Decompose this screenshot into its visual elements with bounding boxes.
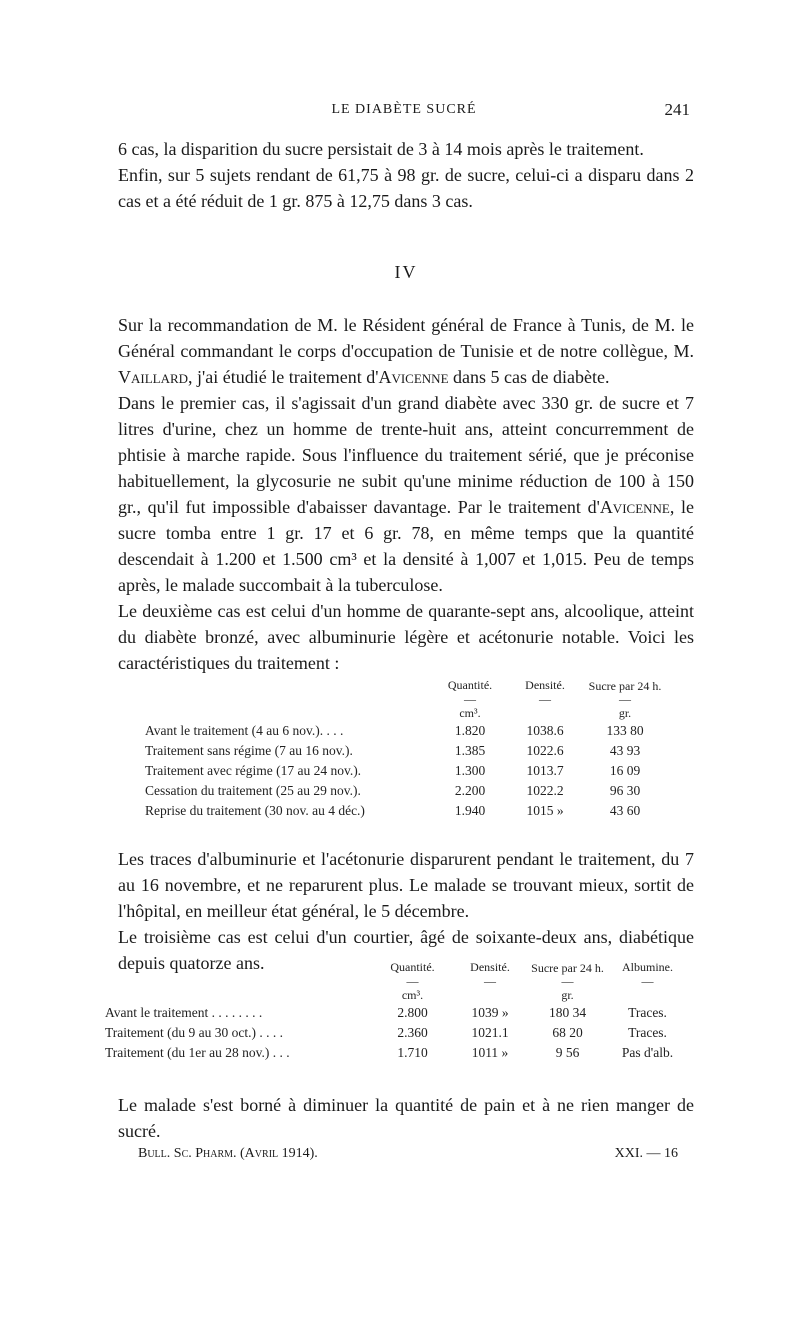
table-row [145,801,665,821]
name-avicenne: Avicenne [378,367,449,387]
cell-densite: 1013.7 [526,763,564,778]
cell-quantite: 1.940 [454,803,486,818]
table-case-2 [145,678,665,821]
table1-dash: — [539,692,551,706]
cell-quantite: 1.385 [454,743,486,758]
table2-header-quantite: Quantité. [390,960,435,974]
page-footer [138,1146,678,1168]
table2-dash: — [484,974,496,988]
body-text-bottom [118,1092,694,1144]
paragraph-3-part-a: Sur la recommandation de M. le Résident général de France à Tunis, de M. le Général commandant le corps d'occupation de Tunisie et de notre collègue, M. [118,315,694,361]
body-text-middle [118,312,694,676]
cell-densite: 1015 » [526,803,564,818]
row-label: Traitement avec régime (17 au 24 nov.). [145,763,362,778]
row-label: Avant le traitement . . . . . . . . [105,1005,263,1020]
cell-sucre: 16 09 [609,763,641,778]
table-row [145,761,665,781]
paragraph-5: Le deuxième cas est celui d'un homme de quarante-sept ans, alcoolique, atteint du diabète bronzé, avec albuminurie légère et acétonurie notable. Voici les caractéristiques du traitement : [118,601,694,673]
cell-quantite: 1.820 [454,723,486,738]
paragraph-4-part-a: Dans le premier cas, il s'agissait d'un grand diabète avec 330 gr. de sucre et 7 litres d'urine, chez un homme de trente-huit ans, atteint concurremment de phtisie à marche rapide. Sous l'influence du traitement sérié, que je préconise habituellement, la glycosurie ne subit qu'une minime réduction de 100 à 150 gr., qu'il fut impossible d'abaisser davantage. Par le traitement d' [118,393,694,517]
page-number: 241 [664,100,690,119]
cell-densite: 1038.6 [526,723,564,738]
cell-quantite: 1.710 [397,1045,428,1060]
cell-densite: 1039 » [471,1005,509,1020]
cell-sucre: 180 34 [548,1005,587,1020]
table2-dash: — [641,974,654,988]
paragraph-3 [118,312,694,390]
paragraph-7: Le troisième cas est celui d'un courtier, âgé de soixante-deux ans, diabétique depuis quatorze ans. [118,927,694,973]
paragraph-4-part-b: , le sucre tomba entre 1 gr. 17 et 6 gr. 78, en même temps que la quantité descendait à 1.200 et 1.500 cm³ et la densité à 1,007 et 1,015. Peu de temps après, le malade succombait à la tuberculose. [118,497,694,595]
table2-header-sucre: Sucre par 24 h. [531,960,604,975]
row-label: Traitement (du 1er au 28 nov.) . . . [105,1045,290,1060]
paragraph-2: Enfin, sur 5 sujets rendant de 61,75 à 98 gr. de sucre, celui-ci a disparu dans 2 cas et a été réduit de 1 gr. 875 à 12,75 dans 3 cas. [118,165,694,211]
table2-unit-quantite: cm³. [401,987,424,1002]
name-avicenne-2: Avicenne [599,497,670,517]
section-number: IV [394,262,418,282]
cell-sucre: 133 80 [606,723,644,738]
paragraph-3-part-c: dans 5 cas de diabète. [448,367,610,387]
table-row [105,1023,690,1043]
table1-header-sucre: Sucre par 24 h. [588,678,662,693]
table2-corner [105,960,375,975]
running-head: LE DIABÈTE SUCRÉ [331,102,477,117]
paragraph-3-part-b: , j'ai étudié le traitement d' [188,367,379,387]
cell-sucre: 43 60 [609,803,641,818]
cell-sucre: 68 20 [552,1025,583,1040]
signature-mark: XXI. — 16 [614,1146,678,1161]
table1-dash: — [619,692,631,706]
cell-quantite: 2.800 [397,1005,428,1020]
table2-dash: — [561,974,574,988]
body-text-top [118,136,694,214]
table1-header-densite: Densité. [525,678,565,692]
table2-dash: — [406,974,419,988]
body-text-lower [118,846,694,976]
table-row [145,741,665,761]
table-row [105,1043,690,1063]
name-vaillard: Vaillard [118,367,189,387]
cell-quantite: 1.300 [454,763,486,778]
page-header [118,100,690,124]
table-case-3 [105,960,690,1063]
table1-corner [145,678,435,693]
cell-sucre: 43 93 [609,743,641,758]
table1-dash: — [464,692,476,706]
cell-densite: 1022.2 [526,783,564,798]
row-label: Cessation du traitement (25 au 29 nov.). [145,783,361,798]
journal-citation: Bull. Sc. Pharm. (Avril 1914). [138,1146,318,1161]
cell-densite: 1021.1 [471,1025,509,1040]
paragraph-1: 6 cas, la disparition du sucre persistait de 3 à 14 mois après le traitement. [118,139,644,159]
table2-header-densite: Densité. [470,960,510,974]
cell-densite: 1022.6 [526,743,564,758]
cell-quantite: 2.360 [397,1025,428,1040]
cell-albumine: Traces. [628,1005,667,1020]
table-row [145,721,665,741]
cell-sucre: 9 56 [555,1045,580,1060]
table-row [145,781,665,801]
table2-unit-sucre: gr. [561,987,574,1002]
cell-albumine: Traces. [628,1025,667,1040]
paragraph-8: Le malade s'est borné à diminuer la quantité de pain et à ne rien manger de sucré. [118,1095,694,1141]
table1-header-quantite: Quantité. [447,678,493,692]
cell-quantite: 2.200 [454,783,486,798]
row-label: Traitement sans régime (7 au 16 nov.). [145,743,353,758]
cell-albumine: Pas d'alb. [621,1045,674,1060]
table1-unit-quantite: cm³. [459,705,481,720]
row-label: Traitement (du 9 au 30 oct.) . . . . [105,1025,283,1040]
cell-sucre: 96 30 [609,783,641,798]
table2-header-albumine: Albumine. [622,960,673,974]
paragraph-4 [118,390,694,598]
table1-unit-sucre: gr. [618,705,632,720]
row-label: Reprise du traitement (30 nov. au 4 déc.) [145,803,365,818]
cell-densite: 1011 » [471,1045,509,1060]
row-label: Avant le traitement (4 au 6 nov.). . . . [145,723,344,738]
paragraph-6: Les traces d'albuminurie et l'acétonurie disparurent pendant le traitement, du 7 au 16 novembre, et ne reparurent plus. Le malade se trouvant mieux, sortit de l'hôpital, en meilleur état général, le 5 décembre. [118,849,694,921]
table-row [105,1003,690,1023]
